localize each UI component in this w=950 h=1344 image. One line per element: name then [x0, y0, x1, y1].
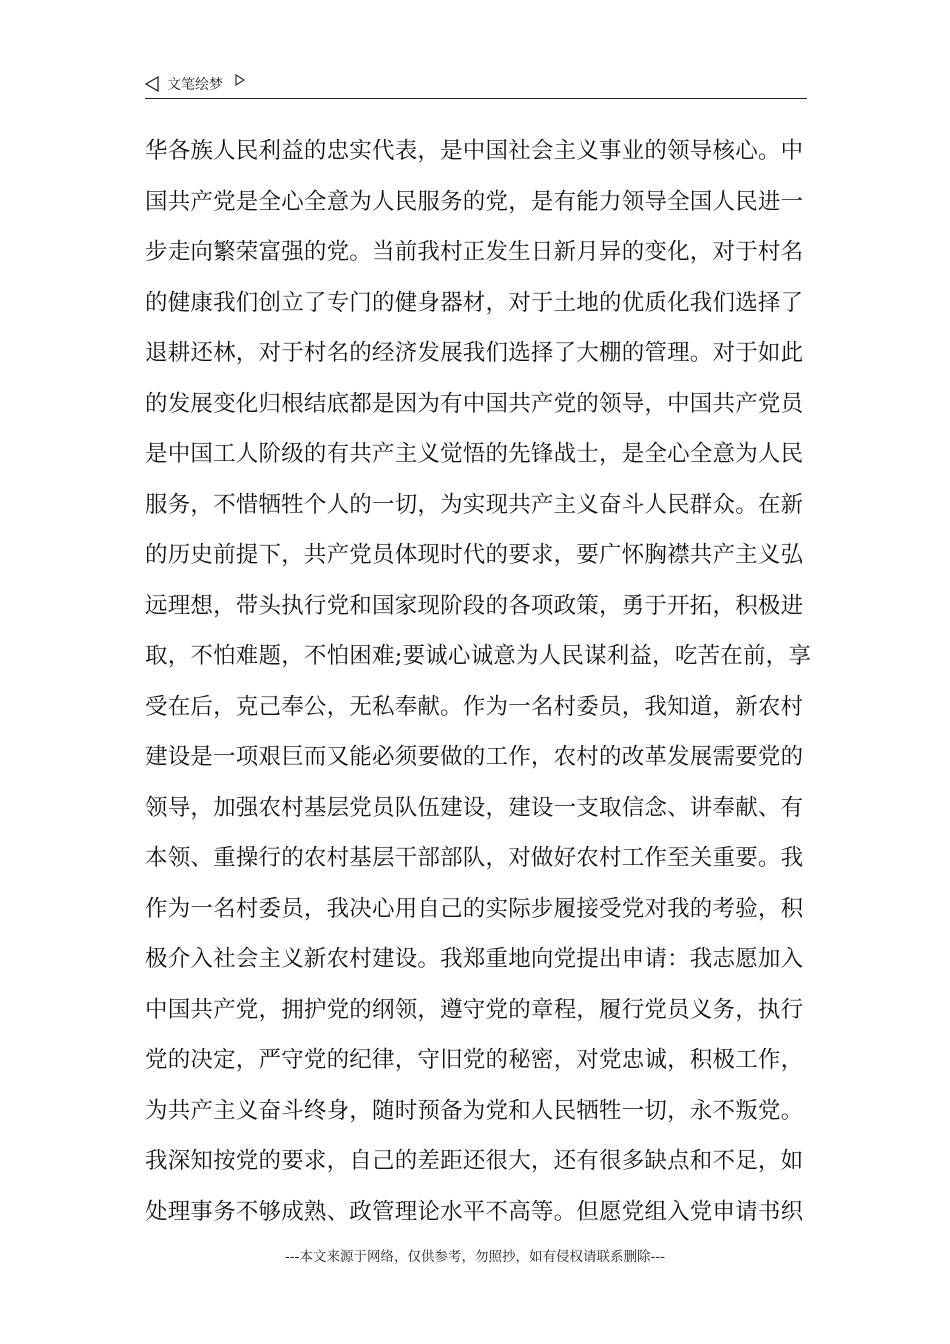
text-line: 的健康我们创立了专门的健身器材，对于土地的优质化我们选择了 [145, 289, 804, 316]
text-line: 华各族人民利益的忠实代表，是中国社会主义事业的领导核心。中 [145, 138, 804, 164]
footer-disclaimer: ---本文来源于网络，仅供参考，勿照抄，如有侵权请联系删除--- [284, 1249, 666, 1265]
text-line: 步走向繁荣富强的党。当前我村正发生日新月异的变化，对于村名 [145, 239, 804, 265]
text-line: 服务，不惜牺牲个人的一切，为实现共产主义奋斗人民群众。在新 [145, 491, 804, 518]
text-line: 远理想，带头执行党和国家现阶段的各项政策，勇于开拓，积极进 [145, 592, 804, 619]
text-line: 取，不怕难题，不怕困难;要诚心诚意为人民谋利益，吃苦在前，享 [145, 643, 812, 669]
text-line: 中国共产党，拥护党的纲领，遵守党的章程，履行党员义务，执行 [145, 996, 804, 1023]
document-body [145, 134, 810, 1245]
text-line: 是中国工人阶级的有共产主义觉悟的先锋战士，是全心全意为人民 [145, 441, 804, 467]
page-header [145, 72, 807, 99]
text-line: 我深知按党的要求，自己的差距还很大，还有很多缺点和不足，如 [145, 1148, 804, 1174]
triangle-right-icon [235, 74, 245, 86]
text-line: 国共产党是全心全意为人民服务的党，是有能力领导全国人民进一 [145, 188, 804, 215]
text-line: 建设是一项艰巨而又能必须要做的工作，农村的改革发展需要党的 [145, 744, 804, 770]
text-line: 为共产主义奋斗终身，随时预备为党和人民牺牲一切，永不叛党。 [145, 1097, 804, 1124]
text-line: 受在后，克己奉公，无私奉献。作为一名村委员，我知道，新农村 [145, 693, 804, 720]
triangle-left-icon [145, 76, 159, 92]
text-line: 的历史前提下，共产党员体现时代的要求，要广怀胸襟共产主义弘 [145, 542, 804, 568]
text-line: 作为一名村委员，我决心用自己的实际步履接受党对我的考验，积 [145, 895, 804, 922]
header-title: 文笔绘梦 [167, 77, 223, 93]
text-line: 退耕还林，对于村名的经济发展我们选择了大棚的管理。对于如此 [145, 340, 804, 366]
text-line: 极介入社会主义新农村建设。我郑重地向党提出申请：我志愿加入 [145, 946, 804, 972]
text-line: 的发展变化归根结底都是因为有中国共产党的领导，中国共产党员 [145, 390, 804, 417]
text-line: 领导，加强农村基层党员队伍建设，建设一支取信念、讲奉献、有 [145, 794, 804, 821]
text-line: 本领、重操行的农村基层干部部队，对做好农村工作至关重要。我 [145, 845, 804, 871]
text-line: 处理事务不够成熟、政管理论水平不高等。但愿党组入党申请书织 [145, 1198, 804, 1225]
text-line: 党的决定，严守党的纪律，守旧党的秘密，对党忠诚，积极工作， [145, 1047, 804, 1073]
